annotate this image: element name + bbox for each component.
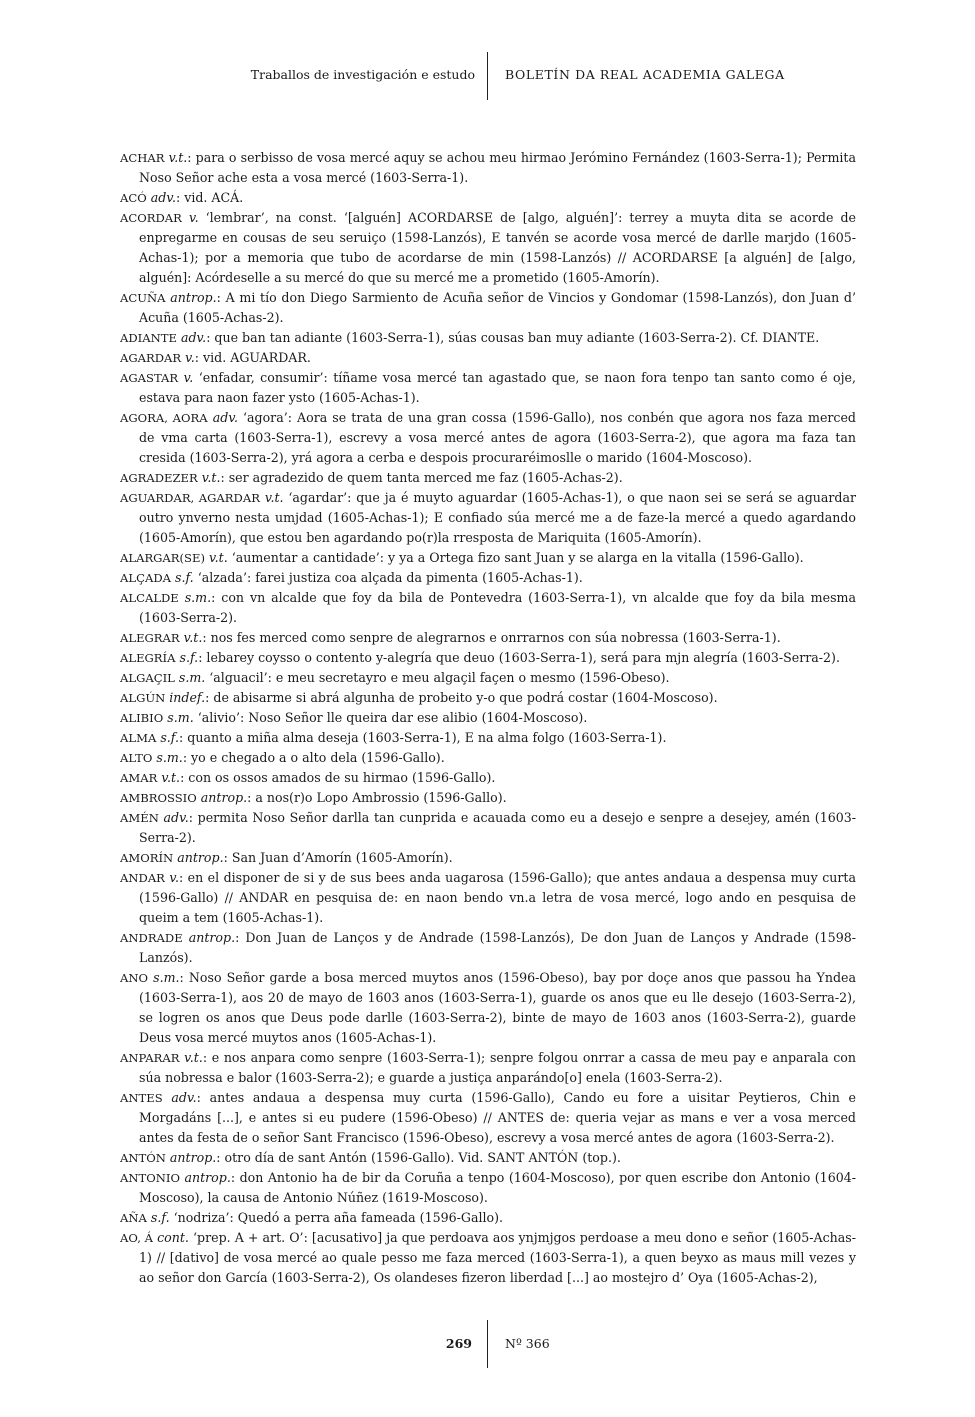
entry-grammar: antrop.: [169, 1150, 217, 1165]
entry-headword: AGRADEZER: [120, 471, 198, 485]
entry-definition: : antes andaua a despensa muy curta (1596-Gallo), Cando eu fore a uisitar Peytieros, Chin e Morgadáns [...], e antes si eu pudere (1596-Obeso) // ANTES de: queria vejar as mans e ver a vosa merced antes da festa de o señor Sant Francisco (1596-Obeso), escrevy a vosa mercé antes de agora (1603-Serra-2).: [139, 1090, 856, 1145]
entry-definition: : con os ossos amados de su hirmao (1596-Gallo).: [180, 770, 496, 785]
header-divider: [487, 52, 488, 100]
entry-grammar: s.m.: [156, 750, 183, 765]
entry-headword: ALTO: [120, 751, 153, 765]
entry-definition: : vid. ACÁ.: [175, 190, 244, 205]
entry-headword: ALMA: [120, 731, 157, 745]
entry-definition: : yo e chegado a o alto dela (1596-Gallo).: [182, 750, 445, 765]
glossary-entry: [120, 748, 856, 768]
entry-definition: ‘lembrar’, na const. ‘[alguén] ACORDARSE de [algo, alguén]’: terrey a muyta dita se acorde de enpregarme en cousas de seu seruiço (1598-Lanzós), E tanvén se acorde vosa mercé de darlle marjdo (1605-Achas-1); por a memoria que tubo de acordarse de min (1598-Lanzós) // ACORDARSE [a alguén] de [algo, alguén]: Acórdeselle a su mercé do que su mercé me a prometido (1605-Amorín).: [139, 210, 856, 285]
glossary-entry: [120, 408, 856, 468]
entry-grammar: v.t.: [168, 150, 188, 165]
entry-grammar: s.m.: [178, 670, 206, 685]
entry-grammar: antrop.: [188, 930, 236, 945]
entry-grammar: v.: [183, 370, 194, 385]
glossary-entry: [120, 288, 856, 328]
glossary-entry: [120, 1088, 856, 1148]
entry-grammar: s.m.: [167, 710, 194, 725]
glossary-entry: [120, 208, 856, 288]
entry-headword: AÑA: [120, 1211, 147, 1225]
entry-headword: ALEGRÍA: [120, 651, 176, 665]
entry-grammar: s.f.: [175, 570, 194, 585]
glossary-entry: [120, 628, 856, 648]
entry-definition: : con vn alcalde que foy da bila de Pontevedra (1603-Serra-1), vn alcalde que foy da bila mesma (1603-Serra-2).: [139, 590, 856, 625]
entry-headword: ANTONIO: [120, 1171, 180, 1185]
entry-grammar: adv.: [180, 330, 207, 345]
glossary-entry: [120, 868, 856, 928]
entry-grammar: s.f.: [160, 730, 180, 745]
glossary-entry: [120, 1048, 856, 1088]
glossary-entry: [120, 788, 856, 808]
entry-headword: ACUÑA: [120, 291, 166, 305]
entry-definition: : permita Noso Señor darlla tan cunprida e acauada como eu a desejo e senpre a desejey, amén (1603-Serra-2).: [139, 810, 856, 845]
entry-headword: AMAR: [120, 771, 158, 785]
glossary-entry: [120, 568, 856, 588]
glossary-entry: [120, 808, 856, 848]
entry-definition: ‘alzada’: farei justiza coa alçada da pimenta (1605-Achas-1).: [193, 570, 583, 585]
entry-definition: : San Juan d’Amorín (1605-Amorín).: [223, 850, 453, 865]
entry-grammar: adv.: [150, 190, 176, 205]
glossary-entry: [120, 368, 856, 408]
entry-grammar: s.f.: [179, 650, 199, 665]
entry-definition: ‘prep. A + art. O’: [acusativo] ja que perdoava aos ynjmjgos perdoase a meu dono e señor (1605-Achas-1) // [dativo] de vosa mercé ao quale pesso me faza merced (1603-Serra-1), a quen beyxo as maus mill vezes y ao señor don García (1603-Serra-2), Os olandeses fizeron liberdad [...] ao mostejro d’ Oya (1605-Achas-2),: [139, 1230, 856, 1285]
entry-headword: ACORDAR: [120, 211, 182, 225]
glossary-entry: [120, 688, 856, 708]
glossary-entry: [120, 1228, 856, 1288]
glossary-entry: [120, 648, 856, 668]
entry-headword: ANPARAR: [120, 1051, 180, 1065]
entry-grammar: adv.: [163, 810, 189, 825]
entry-definition: : otro día de sant Antón (1596-Gallo). Vid. SANT ANTÓN (top.).: [216, 1150, 621, 1165]
entry-grammar: adv.: [212, 410, 238, 425]
glossary-body: [120, 148, 856, 1288]
entry-definition: : ser agradezido de quem tanta merced me faz (1605-Achas-2).: [220, 470, 623, 485]
glossary-entry: [120, 968, 856, 1048]
entry-headword: ALGÚN: [120, 691, 166, 705]
glossary-entry: [120, 468, 856, 488]
header-section-title: Traballos de investigación e estudo: [250, 67, 475, 82]
entry-definition: : don Antonio ha de bir da Coruña a tenpo (1604-Moscoso), por quen escribe don Antonio (1604-Moscoso), la causa de Antonio Núñez (1619-Moscoso).: [139, 1170, 856, 1205]
entry-definition: ‘agora’: Aora se trata de una gran cossa (1596-Gallo), nos conbén que agora nos faza merced de vma carta (1603-Serra-1), escrevy a vosa mercé antes de agora (1603-Serra-2), que agora ma faza tan cresida (1603-Serra-2), yrá agora a cerba e despois procuraréimoslle o marido (1604-Moscoso).: [139, 410, 856, 465]
entry-definition: : Don Juan de Lanços y de Andrade (1598-Lanzós), De don Juan de Lanços y Andrade (1598-Lanzós).: [139, 930, 856, 965]
glossary-entry: [120, 548, 856, 568]
entry-headword: AGORA, AORA: [120, 411, 208, 425]
entry-definition: ‘agardar’: que ja é muyto aguardar (1605-Achas-1), o que naon sei se será se aguardar outro ynverno nesta umjdad (1605-Achas-1); E confiado súa mercé me a de faze-la mercé a quedo agardando (1605-Amorín), que estou ben agardando po(r)la rresposta de Mariquita (1605-Amorín).: [139, 490, 856, 545]
entry-headword: AGASTAR: [120, 371, 179, 385]
entry-headword: ALARGAR(SE): [120, 551, 205, 565]
entry-grammar: antrop.: [184, 1170, 231, 1185]
entry-definition: : Noso Señor garde a bosa merced muytos anos (1596-Obeso), bay por doçe anos que passou ha Yndea (1603-Serra-1), aos 20 de mayo de 1603 anos (1603-Serra-1), guarde os anos que eu lle desejo (1603-Serra-2), se logren os anos que Deus pode darlle (1603-Serra-2), binte de mayo de 1603 anos (1603-Serra-2), guarde Deus vosa mercé muytos anos (1605-Achas-1).: [139, 970, 856, 1045]
entry-definition: : para o serbisso de vosa mercé aquy se achou meu hirmao Jerómino Fernández (1603-Serra-1); Permita Noso Señor ache esta a vosa mercé (1603-Serra-1).: [139, 150, 856, 185]
page-footer: [0, 1320, 975, 1368]
entry-grammar: v.t.: [161, 770, 181, 785]
entry-definition: : lebarey coysso o contento y-alegría que deuo (1603-Serra-1), será para mjn alegría (1603-Serra-2).: [198, 650, 840, 665]
entry-grammar: antrop.: [170, 290, 217, 305]
entry-grammar: adv.: [171, 1090, 197, 1105]
header-journal-title: BOLETÍN DA REAL ACADEMIA GALEGA: [505, 67, 785, 82]
entry-grammar: antrop.: [177, 850, 224, 865]
entry-headword: ALEGRAR: [120, 631, 180, 645]
entry-definition: : a nos(r)o Lopo Ambrossio (1596-Gallo).: [247, 790, 507, 805]
glossary-entry: [120, 328, 856, 348]
entry-headword: AMORÍN: [120, 851, 174, 865]
entry-grammar: v.t.: [209, 550, 228, 565]
entry-definition: ‘nodriza’: Quedó a perra aña fameada (1596-Gallo).: [169, 1210, 504, 1225]
glossary-entry: [120, 848, 856, 868]
entry-grammar: s.m.: [153, 970, 180, 985]
entry-headword: ADIANTE: [120, 331, 177, 345]
entry-definition: : nos fes merced como senpre de alegrarnos e onrrarnos con súa nobressa (1603-Serra-1).: [202, 630, 781, 645]
entry-headword: AMBROSSIO: [120, 791, 197, 805]
entry-definition: : e nos anpara como senpre (1603-Serra-1); senpre folgou onrrar a cassa de meu pay e anparala con súa nobressa e balor (1603-Serra-2); e guarde a justiça anparándo[o] enela (1603-Serra-2).: [139, 1050, 856, 1085]
entry-headword: ALIBIO: [120, 711, 164, 725]
entry-definition: : A mi tío don Diego Sarmiento de Acuña señor de Vincios y Gondomar (1598-Lanzós), don Juan d’ Acuña (1605-Achas-2).: [139, 290, 856, 325]
entry-definition: ‘enfadar, consumir’: tíñame vosa mercé tan agastado que, se naon fora tenpo tan santo como é oje, estava para naon fazer ysto (1605-Achas-1).: [139, 370, 856, 405]
entry-definition: ‘aumentar a cantidade’: y ya a Ortega fizo sant Juan y se alarga en la vitalla (1596-Gallo).: [227, 550, 804, 565]
entry-grammar: v.t.: [183, 630, 203, 645]
glossary-entry: [120, 928, 856, 968]
entry-headword: AGARDAR: [120, 351, 182, 365]
entry-grammar: indef.: [169, 690, 206, 705]
entry-headword: ALGAÇIL: [120, 671, 175, 685]
entry-definition: : en el disponer de si y de sus bees anda uagarosa (1596-Gallo); que antes andaua a despensa muy curta (1596-Gallo) // ANDAR en pesquisa de: en naon bendo vn.a letra de vosa mercé, logo ando en pesquisa de queim a tem (1605-Achas-1).: [139, 870, 856, 925]
entry-headword: ANDRADE: [120, 931, 183, 945]
glossary-entry: [120, 1168, 856, 1208]
glossary-entry: [120, 708, 856, 728]
glossary-entry: [120, 1148, 856, 1168]
page-number: 269: [445, 1336, 472, 1351]
entry-grammar: v.: [188, 210, 199, 225]
entry-headword: AGUARDAR, AGARDAR: [120, 491, 260, 505]
glossary-entry: [120, 588, 856, 628]
glossary-entry: [120, 768, 856, 788]
entry-headword: ACÓ: [120, 191, 147, 205]
glossary-entry: [120, 1208, 856, 1228]
entry-grammar: antrop.: [200, 790, 248, 805]
footer-divider: [487, 1320, 488, 1368]
entry-definition: : quanto a miña alma deseja (1603-Serra-1), E na alma folgo (1603-Serra-1).: [179, 730, 667, 745]
entry-grammar: cont.: [157, 1230, 189, 1245]
entry-headword: ANTÓN: [120, 1151, 166, 1165]
glossary-entry: [120, 188, 856, 208]
entry-grammar: s.f.: [150, 1210, 170, 1225]
entry-grammar: v.: [185, 350, 195, 365]
entry-grammar: v.t.: [264, 490, 284, 505]
entry-definition: : de abisarme si abrá algunha de probeito y-o que podrá costar (1604-Moscoso).: [205, 690, 718, 705]
entry-definition: : vid. AGUARDAR.: [194, 350, 311, 365]
entry-grammar: v.: [169, 870, 179, 885]
glossary-entry: [120, 488, 856, 548]
entry-headword: ACHAR: [120, 151, 165, 165]
glossary-entry: [120, 668, 856, 688]
entry-definition: ‘alivio’: Noso Señor lle queira dar ese alibio (1604-Moscoso).: [193, 710, 588, 725]
entry-headword: ANDAR: [120, 871, 165, 885]
entry-headword: ALÇADA: [120, 571, 171, 585]
glossary-entry: [120, 728, 856, 748]
entry-headword: AO, Á: [120, 1231, 154, 1245]
entry-headword: AMÉN: [120, 811, 159, 825]
entry-headword: ANO: [120, 971, 149, 985]
entry-grammar: v.t.: [184, 1050, 203, 1065]
entry-grammar: s.m.: [184, 590, 212, 605]
entry-definition: : que ban tan adiante (1603-Serra-1), súas cousas ban muy adiante (1603-Serra-2). Cf. DIANTE.: [206, 330, 820, 345]
entry-definition: ‘alguacil’: e meu secretayro e meu algaçil façen o mesmo (1596-Obeso).: [205, 670, 670, 685]
issue-number: Nº 366: [505, 1336, 550, 1351]
entry-headword: ANTES: [120, 1091, 163, 1105]
entry-grammar: v.t.: [201, 470, 221, 485]
glossary-entry: [120, 148, 856, 188]
glossary-entry: [120, 348, 856, 368]
running-header: [0, 52, 975, 102]
entry-headword: ALCALDE: [120, 591, 179, 605]
